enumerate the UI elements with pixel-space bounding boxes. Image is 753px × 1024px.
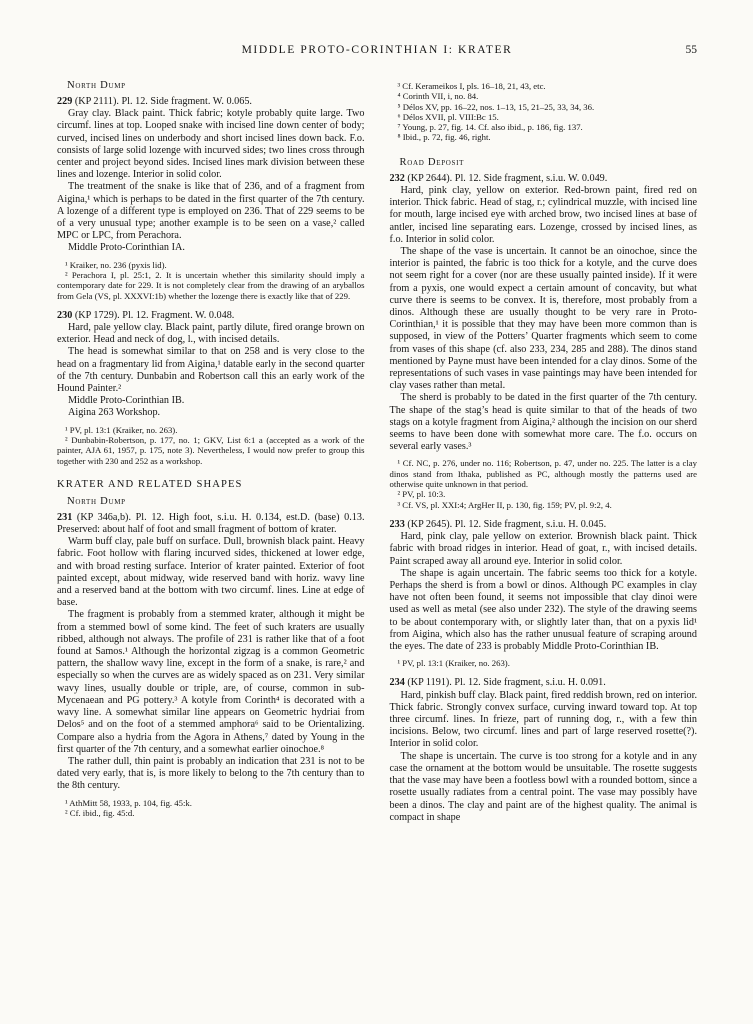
body-paragraph: The rather dull, thin paint is probably an indication that 231 is not to be dated very early, that is, is more likely to belong to the 7th century than to the 8th century. [57, 755, 365, 792]
page-header [57, 44, 697, 56]
body-paragraph: The shape of the vase is uncertain. It cannot be an oinochoe, since the interior is painted, the fabric is too thick for a kotyle, and the curve does not seem right for a cover (nor are these usually painted inside). If it were from a pyxis, one would expect a certain amount of concavity, but what curve there is seems to be convex. It is, therefore, most probably from a dinos. Although these are usually thought to be very rare in Proto-Corinthian,¹ it is possible that they may have been more common than is supposed, in view of the Potters’ Quarter fragments which seem to come from vases of this shape (cf. also 233, 234, 285 and 288). The dinos stand mentioned by Payne must have been intended for a clay dinos. Some of the representations of such vases in vase paintings may have been intended for clay vases rather than metal. [389, 246, 697, 392]
footnote-group-continued [390, 81, 698, 143]
body-paragraph: The sherd is probably to be dated in the first quarter of the 7th century. The shape of the stag’s head is quite similar to that of the heads of two stags on a kotyle fragment from Aigina,² although the incision on our sherd seems to have been done with somewhat more care. The f.o. occurs on several early vases.³ [389, 392, 697, 453]
entry-title: (KP 2645). Pl. 12. Side fragment, s.i.u. H. 0.045. [404, 518, 607, 530]
entry-number: 232 [389, 172, 405, 184]
paragraph-group [57, 536, 365, 792]
footnote-line: ¹ AthMitt 58, 1933, p. 104, fig. 45:k. [65, 797, 192, 808]
entry-number: 229 [57, 96, 73, 107]
footnote-line: ¹ Cf. NC, p. 276, under no. 116; Robertson, p. 47, under no. 225. The latter is a clay dinos stand from Ithaka, published as PC, although mostly the patterns used are otherwise quite unknown in that period. [389, 458, 697, 490]
footnote-group [57, 260, 365, 301]
entry-title: (KP 2644). Pl. 12. Side fragment, s.i.u. W. 0.049. [404, 172, 608, 184]
entry-heading [390, 519, 698, 531]
footnote-line: ³ Cf. VS, pl. XXI:4; ArgHer II, p. 130, fig. 159; PV, pl. 9:2, 4. [397, 499, 612, 510]
body-paragraph: Hard, pink clay, yellow on exterior. Red-brown paint, fired red on interior. Thick fabric. Head of stag, r.; cylindrical muzzle, with incised line for mouth, large incised eye with arched brow, two incised lines at base of antler, incised line separating ears. Lozenge, crossed by incised lines, as f.o. Interior in solid color. [389, 184, 697, 245]
footnote-group [57, 425, 365, 466]
entry-heading [390, 173, 698, 185]
entry-heading [57, 96, 365, 108]
entry-title: (KP 1729). Pl. 12. Fragment. W. 0.048. [72, 309, 235, 321]
footnote-line: ² Cf. ibid., fig. 45:d. [65, 807, 135, 818]
paragraph-group [390, 185, 698, 453]
footnote-line: ⁸ Ibid., p. 72, fig. 46, right. [397, 132, 491, 143]
entry-title: (KP 1191). Pl. 12. Side fragment, s.i.u. H. 0.091. [404, 677, 606, 689]
entry-number: 233 [389, 518, 405, 530]
body-paragraph: The treatment of the snake is like that of 236, and of a fragment from Aigina,¹ which is perhaps to be dated in the first quarter of the 7th century. A lozenge of a different type is employed on 236. That of 229 seems to be of a very unusual type; another example is to be seen on a vase,² called MPC or LPC, from Perachora. [57, 181, 365, 242]
running-title: MIDDLE PROTO-CORINTHIAN I: KRATER [241, 44, 513, 56]
entry-234 [390, 677, 698, 823]
section-heading-north-dump-2: North Dump [67, 495, 126, 507]
entry-number: 231 [57, 511, 73, 523]
body-paragraph: Hard, pale yellow clay. Black paint, partly dilute, fired orange brown on exterior. Head and neck of dog, l., with incised details. [57, 322, 365, 346]
footnote-line: ³ Cf. Kerameikos I, pls. 16–18, 21, 43, etc. [397, 81, 546, 91]
right-column [390, 80, 698, 824]
entry-title: (KP 346a,b). Pl. 12. High foot, s.i.u. H. 0.134, est.D. (base) 0.13. Preserved: about half of foot and small fragment of bottom of krater. [57, 511, 365, 536]
body-paragraph: Hard, pinkish buff clay. Black paint, fired reddish brown, red on interior. Thick fabric. Strongly convex surface, curving inward toward top. At top three circumf. lines. In frieze, part of running dog, r., with a few thin incisions. Below, two circumf. lines and part of large reserved rosette(?). Interior in solid color. [389, 689, 697, 750]
entry-title: (KP 2111). Pl. 12. Side fragment. W. 0.065. [72, 96, 252, 107]
footnote-group [390, 658, 698, 668]
entry-heading [57, 512, 365, 536]
footnote-line: ¹ PV, pl. 13:1 (Kraiker, no. 263). [65, 424, 178, 435]
section-heading-road-deposit: Road Deposit [399, 156, 465, 168]
footnote-line: ² Dunbabin-Robertson, p. 177, no. 1; GKV, List 6:1 a (accepted as a work of the painter, AJA 61, 1957, p. 175, note 3). Nevertheless, I would now prefer to group this together with 230 and 252 as a workshop. [57, 434, 365, 466]
section-heading-krater: KRATER AND RELATED SHAPES [57, 478, 243, 490]
footnote-line: ² Perachora I, pl. 25:1, 2. It is uncertain whether this similarity should imply a contemporary date for 229. It is not completely clear from the drawing of an aryballos from Gela (VS, pl. XXXVI:1b) whether the lozenge there is exactly like that of 229. [57, 269, 365, 301]
paragraph-group [57, 322, 365, 420]
body-paragraph: The shape is again uncertain. The fabric seems too thick for a kotyle. Perhaps the sherd is from a bowl or dinos. Although PC examples in clay have not often been found, it seems not impossible that clay dinoi were used as well as metal (see also under 232). The style of the drawing seems to be about contemporary with, or slightly later than, that on a pyxis lid¹ from Aigina, which also has the rather unusual feature of scraping around the eyes. The date of 233 is probably Middle Proto-Corinthian IB. [389, 567, 697, 652]
entry-229 [57, 96, 365, 301]
body-paragraph: Warm buff clay, pale buff on surface. Dull, brownish black paint. Heavy fabric. Foot hollow with flaring incurved sides, thickened at lower edge, and with broad resting surface. Interior of krater painted. Exterior of foot painted except, about midway, wide reserved band with horiz. wavy line and a reserved band at the bottom with two circumf. lines. Line at edge of base. [57, 536, 365, 609]
paragraph-group [57, 108, 365, 254]
left-column [57, 80, 365, 818]
body-paragraph: The shape is uncertain. The curve is too strong for a kotyle and in any case the ornament at the bottom would be unsuitable. The rosette suggests that the vase may have been a footless bowl with a rounded bottom, since a rosette usually radiates from a central point. The vase may possibly have been a dinos. The clay and paint are of the highest quality. The animal is compact in shape [389, 750, 697, 823]
footnote-group [57, 798, 365, 819]
body-paragraph: Hard, pink clay, pale yellow on exterior. Brownish black paint. Thick fabric with broad ridges in interior. Head of goat, r., with incised details. Paint scraped away all around eye. Interior in solid color. [389, 531, 697, 567]
footnote-line: ⁷ Young, p. 27, fig. 14. Cf. also ibid., p. 186, fig. 137. [397, 122, 583, 133]
body-paragraph: Middle Proto-Corinthian IB. [68, 395, 185, 407]
footnote-line: ⁵ Délos XV, pp. 16–22, nos. 1–13, 15, 21–25, 33, 34, 36. [397, 101, 595, 112]
footnote-line: ⁶ Délos XVII, pl. VIII:Bc 15. [397, 111, 499, 122]
entry-233 [390, 519, 698, 669]
entry-number: 234 [389, 677, 405, 689]
entry-heading [57, 310, 365, 322]
entry-230 [57, 310, 365, 466]
entry-231 [57, 512, 365, 818]
page-number: 55 [685, 44, 697, 56]
body-paragraph: The fragment is probably from a stemmed krater, although it might be from a stemmed bowl of some kind. The feet of such kraters are usually ribbed, although not always. The profile of 231 is rather like that of a foot found at Samos.¹ Although the horizontal zigzag is a common Geometric pattern, the shallow wavy line, except in the form of a snake, is rare,² and especially so when the curves are as widely spaced as on 231. Very similar wavy lines, usually double or triple, are, of course, common in sub-Mycenaean and PG pottery.³ A kotyle from Corinth⁴ is decorated with a wavy line. A somewhat similar line appears on Geometric hydriai from Delos⁵ and on the foot of a stemmed amphora⁶ said to be Orientalizing. Compare also a hydria from the Agora in Athens,⁷ dated by Young in the first quarter of the 7th century, and a somewhat earlier oinochoe.⁸ [57, 609, 365, 755]
footnote-line: ² PV, pl. 10:3. [397, 489, 446, 500]
footnote-group [390, 458, 698, 509]
entry-232 [390, 173, 698, 510]
entry-heading [390, 677, 698, 689]
body-paragraph: Middle Proto-Corinthian IA. [68, 242, 185, 254]
text-columns [57, 80, 697, 824]
section-heading-north-dump: North Dump [67, 80, 126, 91]
footnote-line: ¹ PV, pl. 13:1 (Kraiker, no. 263). [397, 658, 510, 669]
body-paragraph: Aigina 263 Workshop. [68, 407, 161, 419]
body-paragraph: Gray clay. Black paint. Thick fabric; kotyle probably quite large. Two circumf. lines at top. Looped snake with incised line down center of body; curved, incised lines on underbody and short incised lines down back. F.o. consists of large solid lozenge with incurved sides; two lines cross through center and project beyond sides. Incised lines mark division between these lines and lozenge. Interior in solid color. [57, 108, 365, 181]
footnote-line: ¹ Kraiker, no. 236 (pyxis lid). [65, 259, 167, 270]
paragraph-group [390, 690, 698, 824]
body-paragraph: The head is somewhat similar to that on 258 and is very close to the head on a fragmentary lid from Aigina,¹ datable early in the second quarter of the 7th century. Dunbabin and Robertson call this an early work of the Hound Painter.² [57, 346, 365, 395]
entry-number: 230 [57, 309, 73, 321]
paragraph-group [390, 531, 698, 653]
footnote-line: ⁴ Corinth VII, i, no. 84. [397, 91, 479, 102]
